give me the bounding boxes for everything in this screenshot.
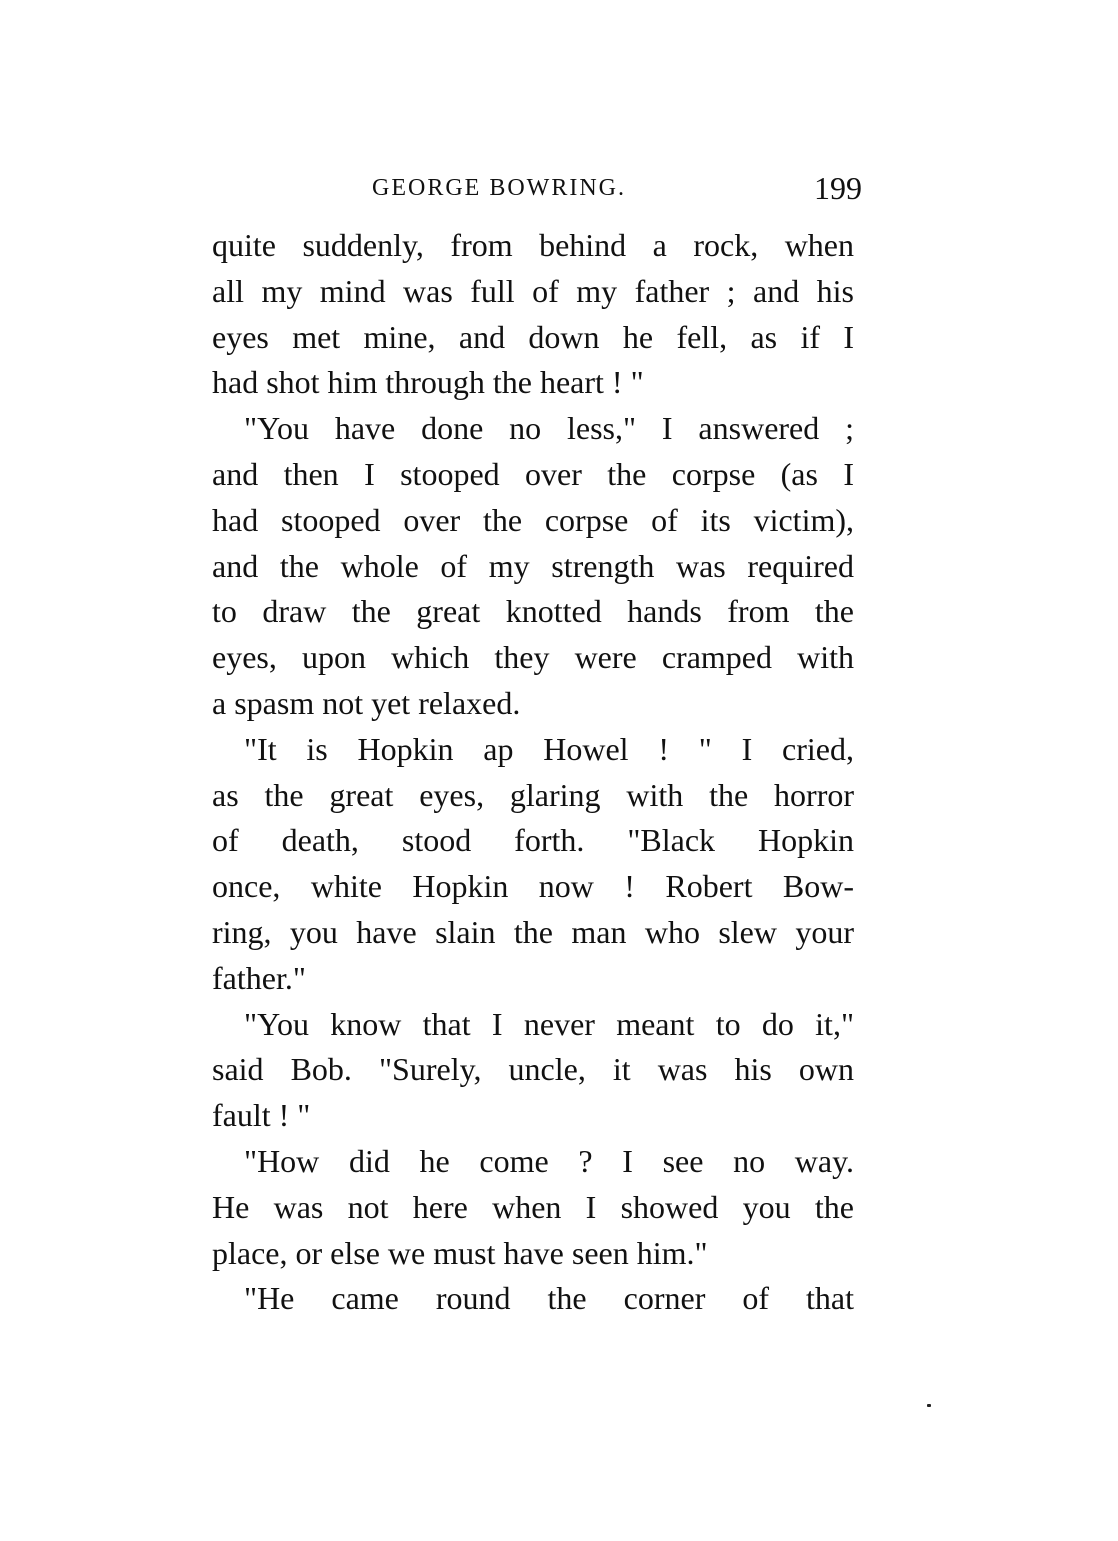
text-line: eyes, upon which they were cramped with — [212, 639, 854, 676]
text-line: of death, stood forth. "Black Hopkin — [212, 822, 854, 859]
text-line: eyes met mine, and down he fell, as if I — [212, 318, 854, 355]
text-line: "He came round the corner of that — [244, 1280, 854, 1317]
text-line: and then I stooped over the corpse (as I — [212, 455, 854, 492]
text-line: "You have done no less," I answered ; — [244, 410, 854, 447]
text-line: fault ! " — [212, 1097, 311, 1134]
text-line: ring, you have slain the man who slew your — [212, 913, 854, 950]
text-line: "You know that I never meant to do it," — [244, 1005, 854, 1042]
text-line: said Bob. "Surely, uncle, it was his own — [212, 1051, 854, 1088]
page-number: 199 — [814, 170, 862, 206]
text-line: father." — [212, 959, 306, 996]
text-line: once, white Hopkin now ! Robert Bow- — [212, 868, 854, 905]
running-title: GEORGE BOWRING. — [372, 175, 626, 201]
text-line: He was not here when I showed you the — [212, 1188, 854, 1225]
text-line: "It is Hopkin ap Howel ! " I cried, — [244, 730, 854, 767]
text-line: "How did he come ? I see no way. — [244, 1142, 854, 1179]
print-speck — [927, 1404, 931, 1407]
running-header — [372, 170, 862, 206]
text-line: had shot him through the heart ! " — [212, 364, 644, 401]
text-line: to draw the great knotted hands from the — [212, 593, 854, 630]
text-line: had stooped over the corpse of its victim), — [212, 501, 854, 538]
text-line: all my mind was full of my father ; and his — [212, 272, 854, 309]
text-line: place, or else we must have seen him." — [212, 1234, 708, 1271]
text-line: a spasm not yet relaxed. — [212, 684, 521, 721]
body-text — [212, 223, 854, 1322]
text-line: quite suddenly, from behind a rock, when — [212, 227, 854, 263]
text-line: and the whole of my strength was required — [212, 547, 854, 584]
text-line: as the great eyes, glaring with the horror — [212, 776, 854, 813]
